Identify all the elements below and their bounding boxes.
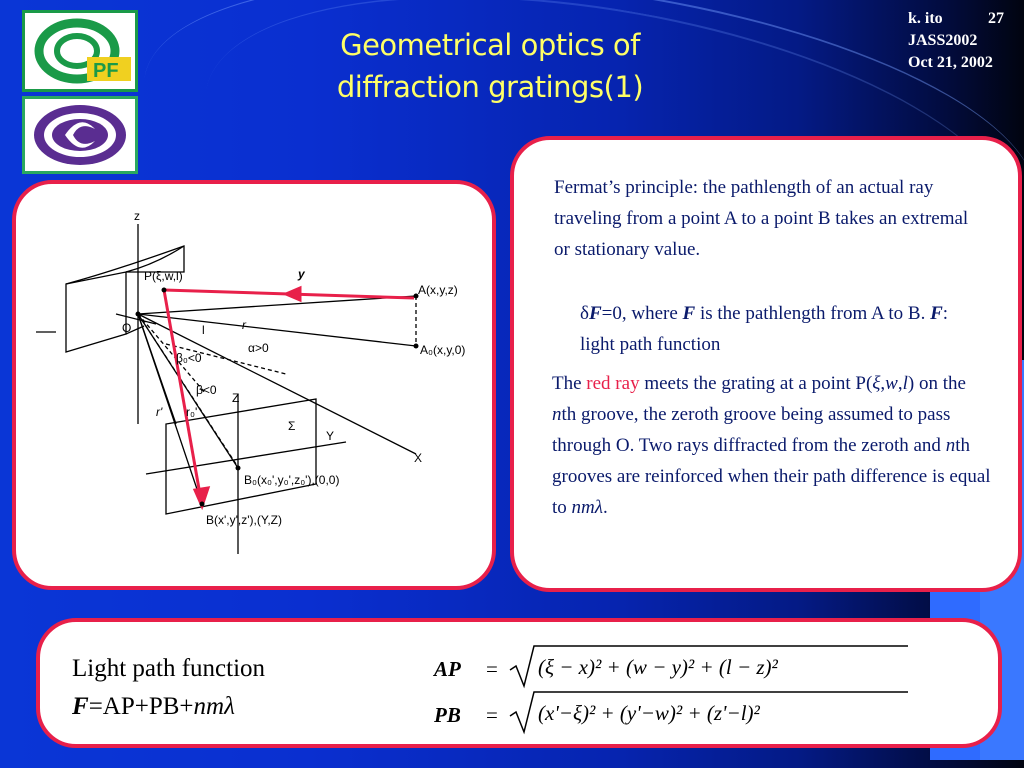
pf-logo [22, 10, 138, 92]
title-line-1: Geometrical optics of [340, 28, 640, 62]
lp-line1: Light path function [72, 655, 266, 682]
equals-sign: = [486, 703, 498, 727]
var-nmlambda: nmλ [193, 693, 235, 720]
red-ray-diffracted [164, 290, 202, 506]
var-l: l [902, 373, 908, 394]
red-ray-label: red ray [586, 373, 640, 394]
delta-symbol: δ [580, 303, 589, 324]
label-r0p: r₀' [186, 405, 198, 419]
label-l: l [202, 323, 205, 337]
label-beta: β<0 [196, 383, 217, 397]
title-line-2: diffraction gratings(1) [336, 70, 644, 104]
period: . [602, 497, 608, 518]
red-ray-text [552, 368, 992, 523]
label-Z: Z [232, 391, 240, 405]
date: Oct 21, 2002 [908, 54, 993, 71]
var-F: F [682, 303, 696, 324]
label-z: z [134, 209, 140, 223]
formula-equations [430, 630, 950, 740]
var-F: F [930, 303, 943, 324]
equals-sign: = [486, 657, 498, 681]
label-y: y [298, 267, 305, 281]
var-n: n [945, 435, 956, 456]
label-beta0: β₀<0 [176, 351, 202, 365]
red-rest4: th grooves are reinforced when their path difference is equal to [552, 435, 991, 518]
label-A0: A₀(x,y,0) [420, 343, 466, 357]
comma: , [880, 373, 886, 394]
label-Y: Y [326, 429, 335, 443]
text-panel [510, 136, 1022, 592]
AP-lhs: AP [434, 657, 461, 681]
label-X: X [414, 451, 423, 465]
author: k. ito [908, 10, 943, 27]
label-P: P(ξ,w,l) [144, 269, 183, 283]
light-path-function-text [72, 650, 265, 726]
label-A: A(x,y,z) [418, 283, 458, 297]
var-nmlambda: nmλ [571, 497, 603, 518]
slide-meta [908, 8, 1004, 74]
grating-diagram [16, 184, 492, 586]
label-sigma: Σ [288, 419, 296, 433]
label-r: r [242, 318, 246, 332]
formula-panel [36, 618, 1002, 748]
delta-rest1: =0, where [601, 303, 683, 324]
var-xi: ξ [872, 373, 881, 394]
label-B0: B₀(x₀',y₀',z₀'),(0,0) [244, 473, 340, 487]
grating-front [66, 272, 126, 352]
red-rest2: ) on the [907, 373, 966, 394]
label-O: O [122, 321, 132, 335]
arrow-head-icon [286, 288, 300, 300]
var-w: w [885, 373, 898, 394]
lp-line2 [72, 688, 265, 726]
delta-rest3: : light path function [580, 303, 949, 355]
delta-rest2: is the pathlength from A to B. [695, 303, 931, 324]
lp-eq: =AP+PB+ [88, 693, 194, 720]
label-alpha: α>0 [248, 341, 269, 355]
comma: , [897, 373, 903, 394]
red-rest3: th groove, the zeroth groove being assumed to pass through O. Two rays diffracted from the zeroth and [552, 404, 951, 456]
event-name: JASS2002 [908, 32, 978, 49]
delta-f-text [580, 298, 980, 360]
AP-rhs: (ξ − x)² + (w − y)² + (l − z)² [538, 655, 778, 679]
pf-logo-text: PF [93, 60, 119, 82]
label-B: B(x',y',z'),(Y,Z) [206, 513, 282, 527]
red-rest1: meets the grating at a point P( [639, 373, 873, 394]
var-F: F [72, 693, 89, 720]
var-F: F [588, 303, 602, 324]
fermat-principle-text: Fermat’s principle: the pathlength of an actual ray traveling from a point A to a point B takes an extremal or stationary value. [554, 177, 969, 260]
var-n: n [552, 404, 562, 425]
text-the: The [552, 373, 587, 394]
page-number: 27 [988, 10, 1004, 27]
PB-rhs: (x'−ξ)² + (y'−w)² + (z'−l)² [538, 701, 760, 725]
label-rp: r' [156, 405, 163, 419]
slide-title [240, 24, 740, 108]
kek-logo [22, 96, 138, 174]
PB-lhs: PB [434, 703, 461, 727]
diagram-panel [12, 180, 496, 590]
